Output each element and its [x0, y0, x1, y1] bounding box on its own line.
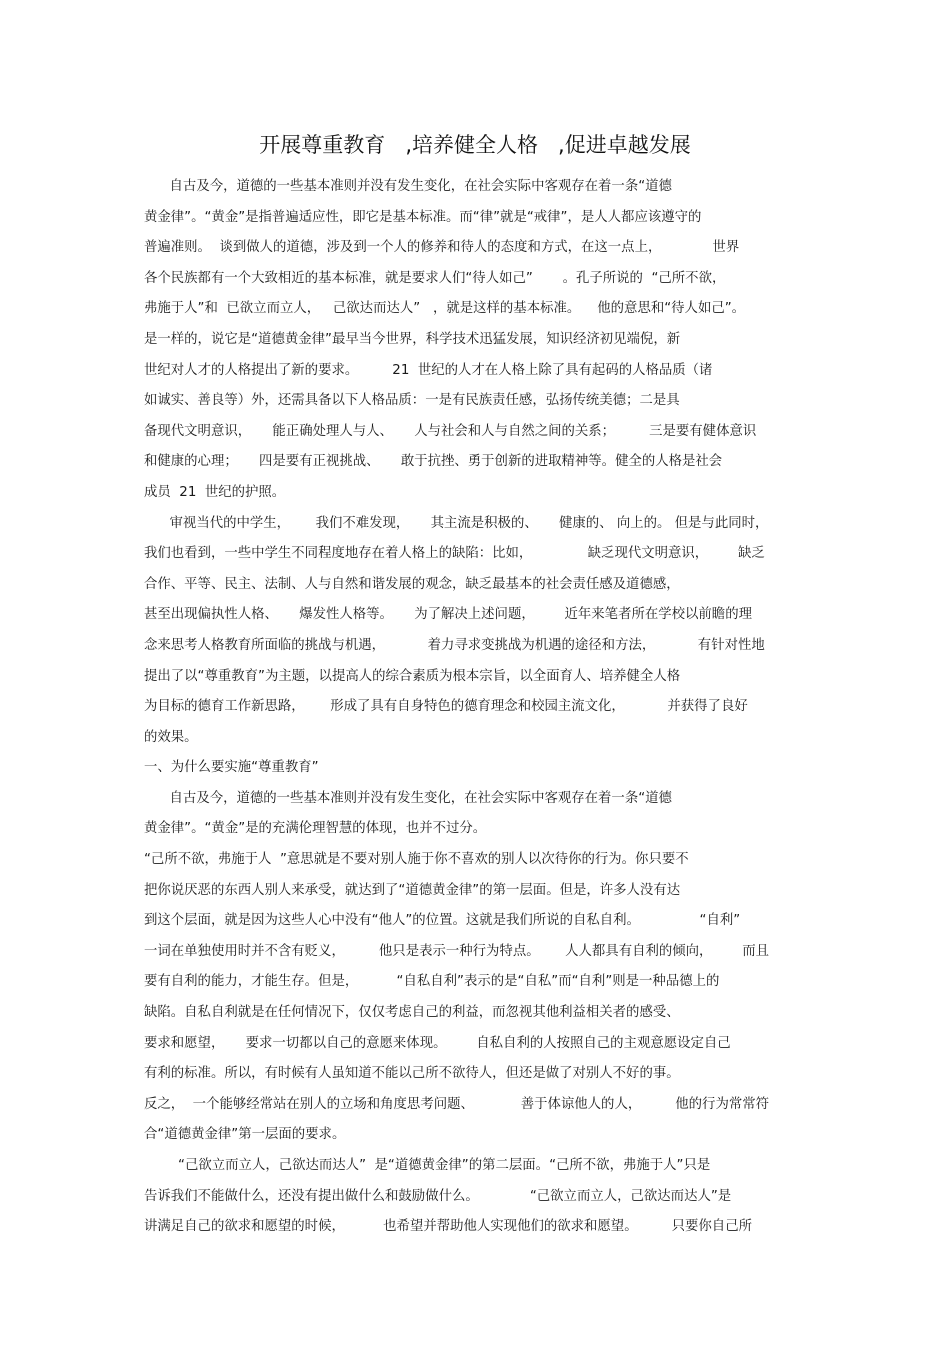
text-line: 自古及今，道德的一些基本准则并没有发生变化，在社会实际中客观存在着一条“道德	[144, 179, 672, 194]
text-line: 反之， 一个能够经常站在别人的立场和角度思考问题、 善于体谅他人的人， 他的行为常常符	[144, 1096, 770, 1112]
text-line: 成员 21 世纪的护照。	[144, 484, 286, 500]
text-line: 合作、平等、民主、法制、人与自然和谐发展的观念，缺乏最基本的社会责任感及道德感，	[144, 576, 680, 592]
text-line: 弗施于人”和 已欲立而立人， 己欲达而达人” ，就是这样的基本标准。 他的意思和“待人如己”。	[144, 301, 746, 317]
text-line: 各个民族都有一个大致相近的基本标准，就是要求人们“待人如己” 。孔子所说的 “己所不欲，	[144, 270, 726, 286]
text-line: 为目标的德育工作新思路， 形成了具有自身特色的德育理念和校园主流文化， 并获得了良好	[144, 699, 748, 715]
text-line: 黄金律”。“黄金”是指普遍适应性，即它是基本标准。而“律”就是“戒律”，是人人都应该遵守的	[144, 209, 702, 225]
text-line: “己欲立而立人，己欲达而达人” 是“道德黄金律”的第二层面。“己所不欲，弗施于人”只是	[144, 1158, 711, 1173]
text-line: 审视当代的中学生， 我们不难发现， 其主流是积极的、 健康的、 向上的。 但是与此同时，	[144, 515, 769, 531]
text-line: 普遍准则。 谈到做人的道德，涉及到一个人的修养和待人的态度和方式，在这一点上， 世界	[144, 240, 740, 256]
text-line: 要有自利的能力，才能生存。但是， “自私自利”表示的是“自私”而“自利”则是一种品德上的	[144, 974, 720, 990]
text-line: 如诚实、善良等）外，还需具备以下人格品质：一是有民族责任感，弘扬传统美德；二是具	[144, 393, 680, 409]
text-line: 和健康的心理； 四是要有正视挑战、 敢于抗挫、勇于创新的进取精神等。健全的人格是社会	[144, 454, 723, 470]
text-line: 自古及今，道德的一些基本准则并没有发生变化，在社会实际中客观存在着一条“道德	[144, 790, 672, 806]
document-body	[144, 172, 824, 1243]
text-line: 到这个层面，就是因为这些人心中没有“他人”的位置。这就是我们所说的自私自利。 “自利”	[144, 913, 741, 929]
text-line: 讲满足自己的欲求和愿望的时候， 也希望并帮助他人实现他们的欲求和愿望。 只要你自己所	[144, 1219, 752, 1235]
text-line: 黄金律”。“黄金”是的充满伦理智慧的体现，也并不过分。	[144, 821, 487, 837]
text-line: 把你说厌恶的东西人别人来承受，就达到了“道德黄金律”的第一层面。但是，许多人没有达	[144, 882, 681, 898]
text-line: 要求和愿望， 要求一切都以自己的意愿来体现。 自私自利的人按照自己的主观意愿设定自己	[144, 1035, 731, 1051]
text-line: 甚至出现偏执性人格、 爆发性人格等。 为了解决上述问题， 近年来笔者所在学校以前瞻的理	[144, 607, 752, 623]
text-line: 合“道德黄金律”第一层面的要求。	[144, 1127, 346, 1143]
document-title: 开展尊重教育 ,培养健全人格 ,促进卓越发展	[259, 133, 691, 157]
text-line: 是一样的，说它是“道德黄金律”最早当今世界，科学技术迅猛发展，知识经济初见端倪，新	[144, 331, 681, 347]
text-line: “己所不欲，弗施于人 ”意思就是不要对别人施于你不喜欢的别人以次待你的行为。你只要不	[144, 852, 689, 868]
text-line: 我们也看到，一些中学生不同程度地存在着人格上的缺陷：比如， 缺乏现代文明意识， 缺乏	[144, 546, 765, 562]
text-line: 的效果。	[144, 729, 198, 745]
text-line: 告诉我们不能做什么，还没有提出做什么和鼓励做什么。 “己欲立而立人，己欲达而达人”是	[144, 1188, 732, 1204]
text-line: 念来思考人格教育所面临的挑战与机遇， 着力寻求变挑战为机遇的途径和方法， 有针对性地	[144, 637, 765, 653]
text-line: 缺陷。自私自利就是在任何情况下，仅仅考虑自己的利益，而忽视其他利益相关者的感受、	[144, 1005, 680, 1021]
text-line: 提出了以“尊重教育”为主题，以提高人的综合素质为根本宗旨，以全面育人、培养健全人格	[144, 668, 681, 684]
text-line: 世纪对人才的人格提出了新的要求。 21 世纪的人才在人格上除了具有起码的人格品质（诸	[144, 362, 713, 378]
text-line: 一词在单独使用时并不含有贬义， 他只是表示一种行为特点。 人人都具有自利的倾向， 而且	[144, 943, 770, 959]
text-line: 有利的标准。所以，有时候有人虽知道不能以己所不欲待人，但还是做了对别人不好的事。	[144, 1066, 680, 1082]
text-line: 备现代文明意识， 能正确处理人与人、 人与社会和人与自然之间的关系； 三是要有健体意识	[144, 423, 757, 439]
text-line: 一、为什么要实施“尊重教育”	[144, 760, 319, 776]
